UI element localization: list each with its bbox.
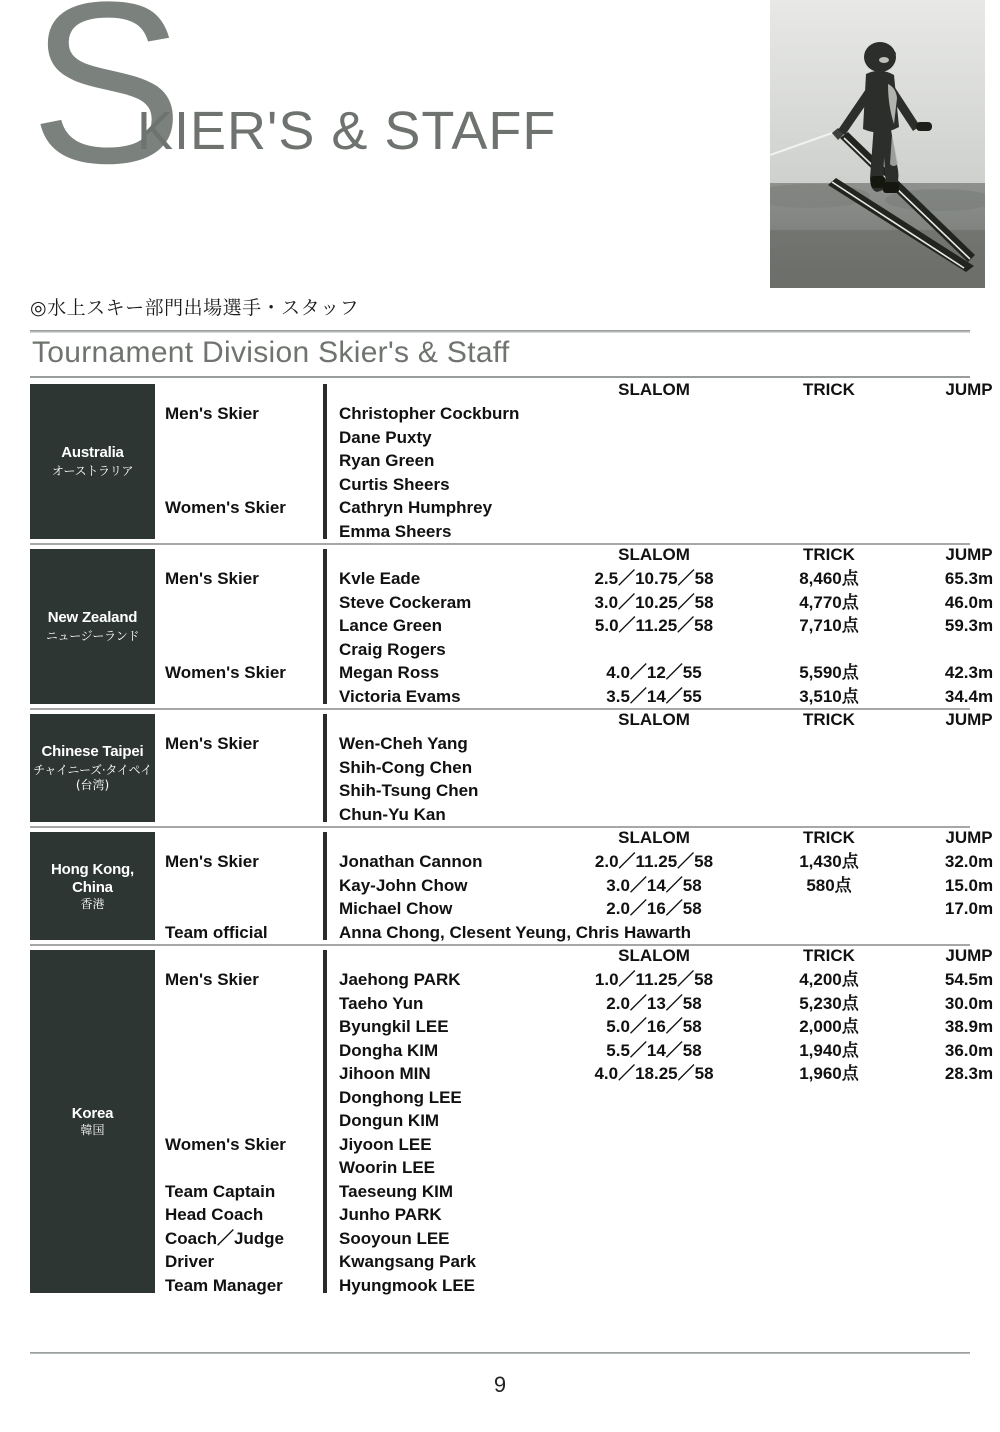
slalom-score: 2.5／10.75／58 xyxy=(594,569,714,588)
column-header-trick: TRICK xyxy=(803,946,855,965)
slalom-score: 5.0／11.25／58 xyxy=(594,616,714,635)
athlete-name: Jihoon MIN xyxy=(339,1064,431,1083)
jump-score: 15.0m xyxy=(944,875,994,895)
table-row xyxy=(339,1015,1000,1039)
table-row xyxy=(339,402,1000,426)
table-row xyxy=(339,779,1000,803)
column-headers xyxy=(339,828,1000,850)
role-label: Women's Skier xyxy=(165,498,286,517)
athlete-name: Jonathan Cannon xyxy=(339,852,483,871)
role-label: Women's Skier xyxy=(165,663,286,682)
jump-score: 32.0m xyxy=(944,852,994,871)
role-label xyxy=(155,614,323,638)
slalom-score: 5.5／14／58 xyxy=(606,1040,702,1060)
table-row xyxy=(339,685,1000,709)
athlete-name: Taeho Yun xyxy=(339,993,424,1013)
column-header-slalom: SLALOM xyxy=(618,545,690,564)
role-label: Team official xyxy=(165,922,268,942)
table-row xyxy=(339,1274,1000,1298)
trick-score: 5,230点 xyxy=(799,993,859,1013)
table-row xyxy=(339,897,1000,921)
table-row xyxy=(339,661,1000,685)
athlete-name: Craig Rogers xyxy=(339,639,446,659)
country-name: Australia xyxy=(61,444,124,461)
column-header-jump: JUMP xyxy=(945,946,993,965)
athlete-name: Shih-Cong Chen xyxy=(339,757,473,777)
trick-score: 580点 xyxy=(806,875,852,895)
table-row xyxy=(339,1062,1000,1086)
country-name-jp: オーストラリア xyxy=(51,464,134,478)
role-label xyxy=(155,803,323,827)
country-section-australia xyxy=(30,380,993,545)
athlete-name: Woorin LEE xyxy=(339,1158,436,1177)
column-header-slalom: SLALOM xyxy=(618,710,690,729)
slalom-score: 5.0／16／58 xyxy=(606,1017,702,1036)
role-label: Women's Skier xyxy=(165,1134,286,1154)
athlete-data xyxy=(327,946,1000,1297)
skiers-staff-table xyxy=(30,380,994,1297)
staff-name: Hyungmook LEE xyxy=(339,1275,476,1295)
role-label xyxy=(155,1015,323,1039)
table-row xyxy=(339,756,1000,780)
jump-score: 17.0m xyxy=(944,899,994,918)
role-label: Men's Skier xyxy=(165,569,259,588)
table-row xyxy=(339,1227,1000,1251)
table-row xyxy=(339,1180,1000,1204)
staff-name: Kwangsang Park xyxy=(339,1252,476,1271)
role-label xyxy=(155,992,323,1016)
jump-score: 42.3m xyxy=(944,663,994,682)
role-label: Driver xyxy=(165,1252,215,1271)
column-header-trick: TRICK xyxy=(803,828,855,847)
jump-score: 36.0m xyxy=(944,1040,994,1060)
jump-score: 30.0m xyxy=(944,993,994,1013)
column-header-slalom: SLALOM xyxy=(618,828,690,847)
footer-divider xyxy=(30,1352,970,1354)
country-label-hong-kong-china xyxy=(30,832,155,940)
role-list xyxy=(155,380,323,543)
slalom-score: 2.0／16／58 xyxy=(606,899,702,918)
slalom-score: 3.5／14／55 xyxy=(606,686,702,706)
athlete-name: Wen-Cheh Yang xyxy=(339,734,468,753)
role-label: Men's Skier xyxy=(165,734,259,753)
column-headers xyxy=(339,380,1000,402)
slalom-score: 3.0／14／58 xyxy=(606,875,702,895)
role-list xyxy=(155,946,323,1297)
athlete-name: Dongha KIM xyxy=(339,1040,439,1060)
role-label xyxy=(155,1156,323,1180)
role-label xyxy=(155,520,323,544)
slalom-score: 4.0／18.25／58 xyxy=(594,1064,714,1083)
athlete-data xyxy=(327,545,1000,708)
country-label-chinese-taipei xyxy=(30,714,155,822)
role-list xyxy=(155,710,323,826)
masthead-dropcap: S xyxy=(30,0,178,211)
table-row xyxy=(339,449,1000,473)
country-name: Hong Kong, xyxy=(51,860,134,878)
trick-score: 1,940点 xyxy=(799,1040,859,1060)
athlete-name: Jiyoon LEE xyxy=(339,1134,432,1154)
country-name-jp: ニュージーランド xyxy=(45,629,140,643)
athlete-name: Steve Cockeram xyxy=(339,592,472,612)
athlete-name: Cathryn Humphrey xyxy=(339,498,493,517)
country-name: Korea xyxy=(71,1105,114,1122)
role-label xyxy=(155,779,323,803)
column-headers xyxy=(339,710,1000,732)
jump-score: 34.4m xyxy=(944,686,994,706)
athlete-name: Chun-Yu Kan xyxy=(339,804,446,824)
country-name: Chinese Taipei xyxy=(41,743,144,760)
trick-score: 2,000点 xyxy=(799,1017,859,1036)
table-row xyxy=(339,496,1000,520)
athlete-name: Michael Chow xyxy=(339,899,453,918)
role-label xyxy=(155,449,323,473)
athlete-data xyxy=(327,380,1000,543)
table-row xyxy=(339,1039,1000,1063)
athlete-name: Emma Sheers xyxy=(339,521,452,541)
table-row xyxy=(339,1133,1000,1157)
jump-score: 28.3m xyxy=(944,1064,994,1083)
country-name-jp: チャイニーズ·タイペイ xyxy=(33,763,152,777)
country-name-line2: China xyxy=(72,878,113,896)
country-section-new-zealand xyxy=(30,545,994,710)
role-label xyxy=(155,638,323,662)
role-label xyxy=(155,426,323,450)
country-section-hong-kong-china xyxy=(30,828,994,946)
page-number: 9 xyxy=(493,1372,507,1397)
table-row xyxy=(339,520,1000,544)
country-name: New Zealand xyxy=(47,609,138,626)
role-label xyxy=(155,1109,323,1133)
role-list xyxy=(155,828,323,944)
table-row xyxy=(339,591,1000,615)
table-row xyxy=(339,803,1000,827)
table-row xyxy=(339,874,1000,898)
athlete-name: Victoria Evams xyxy=(339,686,461,706)
staff-name: Sooyoun LEE xyxy=(339,1228,450,1248)
table-row xyxy=(339,426,1000,450)
japanese-caption: ◎水上スキー部門出場選手・スタッフ xyxy=(30,297,360,319)
athlete-name: Dane Puxty xyxy=(339,427,432,447)
table-row xyxy=(339,638,1000,662)
table-row xyxy=(339,1250,1000,1274)
masthead xyxy=(0,0,1000,290)
staff-name: Junho PARK xyxy=(339,1205,442,1224)
jump-score: 38.9m xyxy=(944,1017,994,1036)
country-label-australia xyxy=(30,384,155,539)
page-title: KIER'S & STAFF xyxy=(137,101,557,161)
role-label xyxy=(155,1062,323,1086)
trick-score: 1,960点 xyxy=(799,1064,859,1083)
athlete-name: Dongun KIM xyxy=(339,1111,440,1130)
column-header-trick: TRICK xyxy=(803,545,855,564)
table-row xyxy=(339,850,1000,874)
country-section-chinese-taipei xyxy=(30,710,993,828)
column-header-jump: JUMP xyxy=(945,545,993,564)
country-section-korea xyxy=(30,946,994,1297)
jump-score: 54.5m xyxy=(944,970,994,989)
jump-score: 65.3m xyxy=(944,569,994,588)
role-label: Men's Skier xyxy=(165,852,259,871)
table-row xyxy=(339,732,1000,756)
jump-score: 46.0m xyxy=(944,592,994,612)
column-header-slalom: SLALOM xyxy=(618,946,690,965)
column-header-jump: JUMP xyxy=(945,710,993,729)
role-label: Head Coach xyxy=(165,1205,264,1224)
country-label-korea xyxy=(30,950,155,1293)
column-header-trick: TRICK xyxy=(803,380,855,399)
table-row xyxy=(339,968,1000,992)
role-label: Men's Skier xyxy=(165,404,259,423)
slalom-score: 1.0／11.25／58 xyxy=(594,970,714,989)
athlete-name: Byungkil LEE xyxy=(339,1017,449,1036)
athlete-name: Shih-Tsung Chen xyxy=(339,781,479,800)
country-name-jp: 韓国 xyxy=(80,1123,105,1137)
role-label xyxy=(155,756,323,780)
athlete-data xyxy=(327,710,1000,826)
table-row xyxy=(339,1086,1000,1110)
column-header-slalom: SLALOM xyxy=(618,380,690,399)
athlete-name: Christopher Cockburn xyxy=(339,404,520,423)
role-label xyxy=(155,897,323,921)
country-label-new-zealand xyxy=(30,549,155,704)
column-headers xyxy=(339,946,1000,968)
role-label xyxy=(155,874,323,898)
trick-score: 1,430点 xyxy=(799,852,859,871)
athlete-name: Jaehong PARK xyxy=(339,970,461,989)
jump-score: 59.3m xyxy=(944,616,994,635)
table-row xyxy=(339,614,1000,638)
slalom-score: 4.0／12／55 xyxy=(606,663,702,682)
athlete-data xyxy=(327,828,1000,944)
water-skier-jump-photo xyxy=(770,0,985,288)
athlete-name: Kay-John Chow xyxy=(339,875,468,895)
column-headers xyxy=(339,545,1000,567)
section-header: Tournament Division Skier's & Staff xyxy=(32,336,510,369)
athlete-name: Donghong LEE xyxy=(339,1087,462,1107)
role-list xyxy=(155,545,323,708)
athlete-name: Curtis Sheers xyxy=(339,474,450,494)
trick-score: 3,510点 xyxy=(799,686,859,706)
staff-name: Taeseung KIM xyxy=(339,1181,453,1201)
table-row xyxy=(339,473,1000,497)
table-row xyxy=(339,1203,1000,1227)
trick-score: 5,590点 xyxy=(799,663,859,682)
table-row xyxy=(339,567,1000,591)
role-label: Men's Skier xyxy=(165,970,259,989)
role-label xyxy=(155,591,323,615)
slalom-score: 2.0／13／58 xyxy=(606,993,702,1013)
column-header-jump: JUMP xyxy=(945,828,993,847)
trick-score: 4,770点 xyxy=(799,592,859,612)
slalom-score: 2.0／11.25／58 xyxy=(594,852,714,871)
trick-score: 8,460点 xyxy=(799,569,859,588)
role-label xyxy=(155,1086,323,1110)
trick-score: 4,200点 xyxy=(799,970,859,989)
athlete-name: Lance Green xyxy=(339,616,442,635)
divider-above-header xyxy=(30,330,970,333)
athlete-name: Megan Ross xyxy=(339,663,440,682)
role-label xyxy=(155,473,323,497)
slalom-score: 3.0／10.25／58 xyxy=(594,592,714,612)
table-row xyxy=(339,1156,1000,1180)
athlete-name: Kvle Eade xyxy=(339,569,421,588)
role-label: Coach／Judge xyxy=(165,1228,285,1248)
country-name-jp: 香港 xyxy=(80,896,105,911)
column-header-trick: TRICK xyxy=(803,710,855,729)
country-name-jp-alt: (台湾) xyxy=(75,778,110,792)
table-row xyxy=(339,1109,1000,1133)
role-label xyxy=(155,685,323,709)
role-label xyxy=(155,1039,323,1063)
table-row xyxy=(339,992,1000,1016)
role-label: Team Captain xyxy=(165,1181,276,1201)
athlete-name: Ryan Green xyxy=(339,451,435,470)
trick-score: 7,710点 xyxy=(799,616,859,635)
role-label: Team Manager xyxy=(165,1275,283,1295)
team-official-list: Anna Chong, Clesent Yeung, Chris Hawarth xyxy=(339,922,692,942)
divider-below-header xyxy=(30,376,970,378)
column-header-jump: JUMP xyxy=(945,380,993,399)
